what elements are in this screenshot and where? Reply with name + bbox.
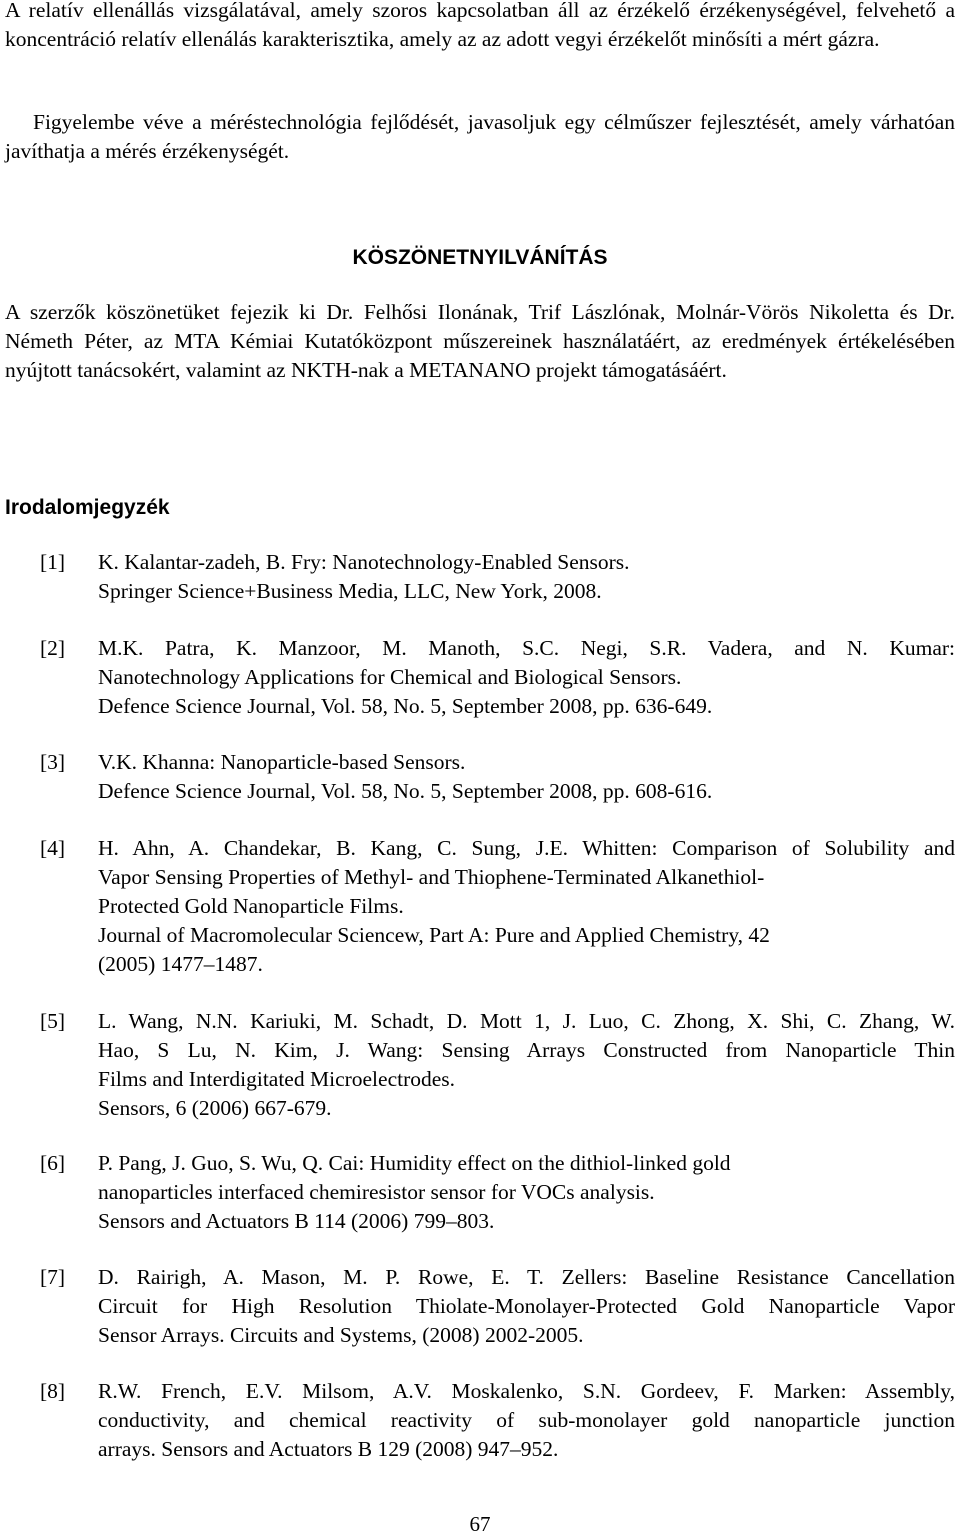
acknowledgement-heading: KÖSZÖNETNYILVÁNÍTÁS	[352, 246, 608, 269]
reference-line: Hao, S Lu, N. Kim, J. Wang: Sensing Arrays Constructed from Nanoparticle Thin	[98, 1038, 955, 1062]
reference-line: Vapor Sensing Properties of Methyl- and Thiophene-Terminated Alkanethiol-	[98, 865, 765, 889]
reference-line: Sensors, 6 (2006) 667-679.	[98, 1096, 332, 1120]
reference-number: [5]	[40, 1009, 66, 1033]
reference-line: L. Wang, N.N. Kariuki, M. Schadt, D. Mott 1, J. Luo, C. Zhong, X. Shi, C. Zhang, W.	[98, 1009, 955, 1033]
reference-item-7	[40, 1263, 955, 1350]
reference-line: Sensor Arrays. Circuits and Systems, (2008) 2002-2005.	[98, 1323, 584, 1347]
reference-line: P. Pang, J. Guo, S. Wu, Q. Cai: Humidity effect on the dithiol-linked gold	[98, 1151, 731, 1175]
reference-line: M.K. Patra, K. Manzoor, M. Manoth, S.C. Negi, S.R. Vadera, and N. Kumar:	[98, 636, 955, 660]
reference-item-8	[40, 1377, 955, 1464]
reference-line: D. Rairigh, A. Mason, M. P. Rowe, E. T. Zellers: Baseline Resistance Cancellation	[98, 1265, 955, 1289]
reference-line: Circuit for High Resolution Thiolate-Monolayer-Protected Gold Nanoparticle Vapor	[98, 1294, 955, 1318]
reference-line: V.K. Khanna: Nanoparticle-based Sensors.	[98, 750, 466, 774]
reference-number: [4]	[40, 836, 66, 860]
reference-line: conductivity, and chemical reactivity of sub-monolayer gold nanoparticle junction	[98, 1408, 955, 1432]
reference-line: Protected Gold Nanoparticle Films.	[98, 894, 404, 918]
reference-item-1	[40, 548, 955, 606]
reference-line: arrays. Sensors and Actuators B 129 (2008) 947–952.	[98, 1437, 559, 1461]
acknowledgement-text: A szerzők köszönetüket fejezik ki Dr. Felhősi Ilonának, Trif Lászlónak, Molnár-Vörös Nikoletta és Dr. Németh Péter, az MTA Kémiai Kutatóközpont műszereinek használatáért, az eredmények értékelésében nyújtott tanácsokért, valamint az NKTH-nak a METANANO projekt támogatásáért.	[5, 300, 955, 382]
reference-line: H. Ahn, A. Chandekar, B. Kang, C. Sung, J.E. Whitten: Comparison of Solubility and	[98, 836, 955, 860]
reference-item-5	[40, 1007, 955, 1123]
reference-line: Defence Science Journal, Vol. 58, No. 5, September 2008, pp. 636-649.	[98, 694, 713, 718]
reference-line: Defence Science Journal, Vol. 58, No. 5, September 2008, pp. 608-616.	[98, 779, 713, 803]
reference-line: Springer Science+Business Media, LLC, New York, 2008.	[98, 579, 602, 603]
paragraph-summary: A relatív ellenállás vizsgálatával, amely szoros kapcsolatban áll az érzékelő érzékenységével, felvehető a koncentráció relatív ellenálás karakterisztika, amely az az adott vegyi érzékelőt minősíti a mért gázra.	[5, 0, 955, 51]
reference-line: (2005) 1477–1487.	[98, 952, 263, 976]
reference-line: R.W. French, E.V. Milsom, A.V. Moskalenko, S.N. Gordeev, F. Marken: Assembly,	[98, 1379, 955, 1403]
references-heading: Irodalomjegyzék	[5, 496, 170, 519]
reference-item-4	[40, 834, 955, 979]
reference-line: K. Kalantar-zadeh, B. Fry: Nanotechnology-Enabled Sensors.	[98, 550, 630, 574]
reference-line: Journal of Macromolecular Sciencew, Part A: Pure and Applied Chemistry, 42	[98, 923, 770, 947]
reference-item-6	[40, 1149, 955, 1236]
reference-number: [1]	[40, 550, 66, 574]
reference-line: Nanotechnology Applications for Chemical and Biological Sensors.	[98, 665, 682, 689]
paragraph-recommendation: Figyelembe véve a méréstechnológia fejlődését, javasoljuk egy célműszer fejlesztését, amely várhatóan javíthatja a mérés érzékenységét.	[5, 110, 955, 163]
reference-number: [6]	[40, 1151, 66, 1175]
reference-line: nanoparticles interfaced chemiresistor sensor for VOCs analysis.	[98, 1180, 655, 1204]
reference-item-3	[40, 748, 955, 806]
reference-line: Films and Interdigitated Microelectrodes.	[98, 1067, 456, 1091]
reference-line: Sensors and Actuators B 114 (2006) 799–803.	[98, 1209, 495, 1233]
reference-number: [2]	[40, 636, 66, 660]
page-number: 67	[469, 1512, 491, 1536]
reference-number: [3]	[40, 750, 66, 774]
reference-number: [8]	[40, 1379, 66, 1403]
reference-number: [7]	[40, 1265, 66, 1289]
reference-item-2	[40, 634, 955, 721]
